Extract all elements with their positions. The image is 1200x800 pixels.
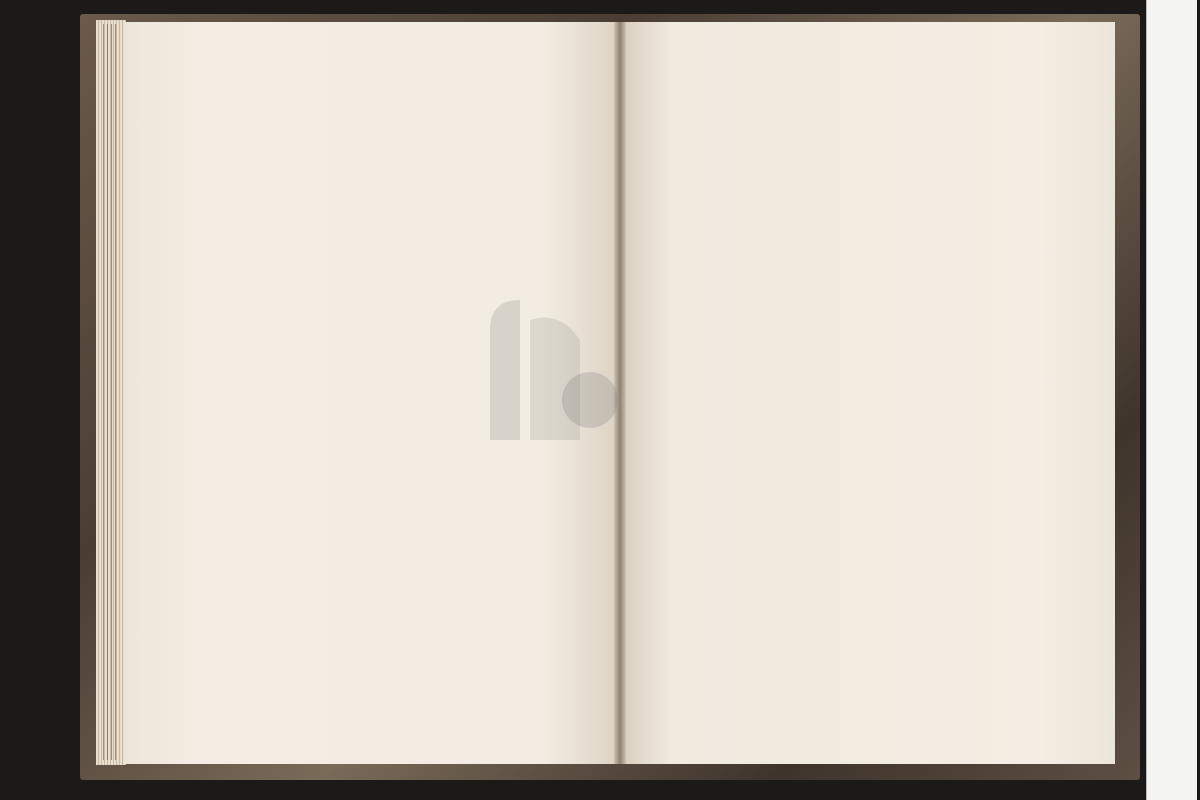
- right-page: [622, 22, 1115, 764]
- measurement-ruler: [1146, 0, 1197, 800]
- page-edge-marbling: [103, 24, 119, 760]
- book-gutter: [614, 22, 626, 764]
- left-page: [124, 22, 618, 764]
